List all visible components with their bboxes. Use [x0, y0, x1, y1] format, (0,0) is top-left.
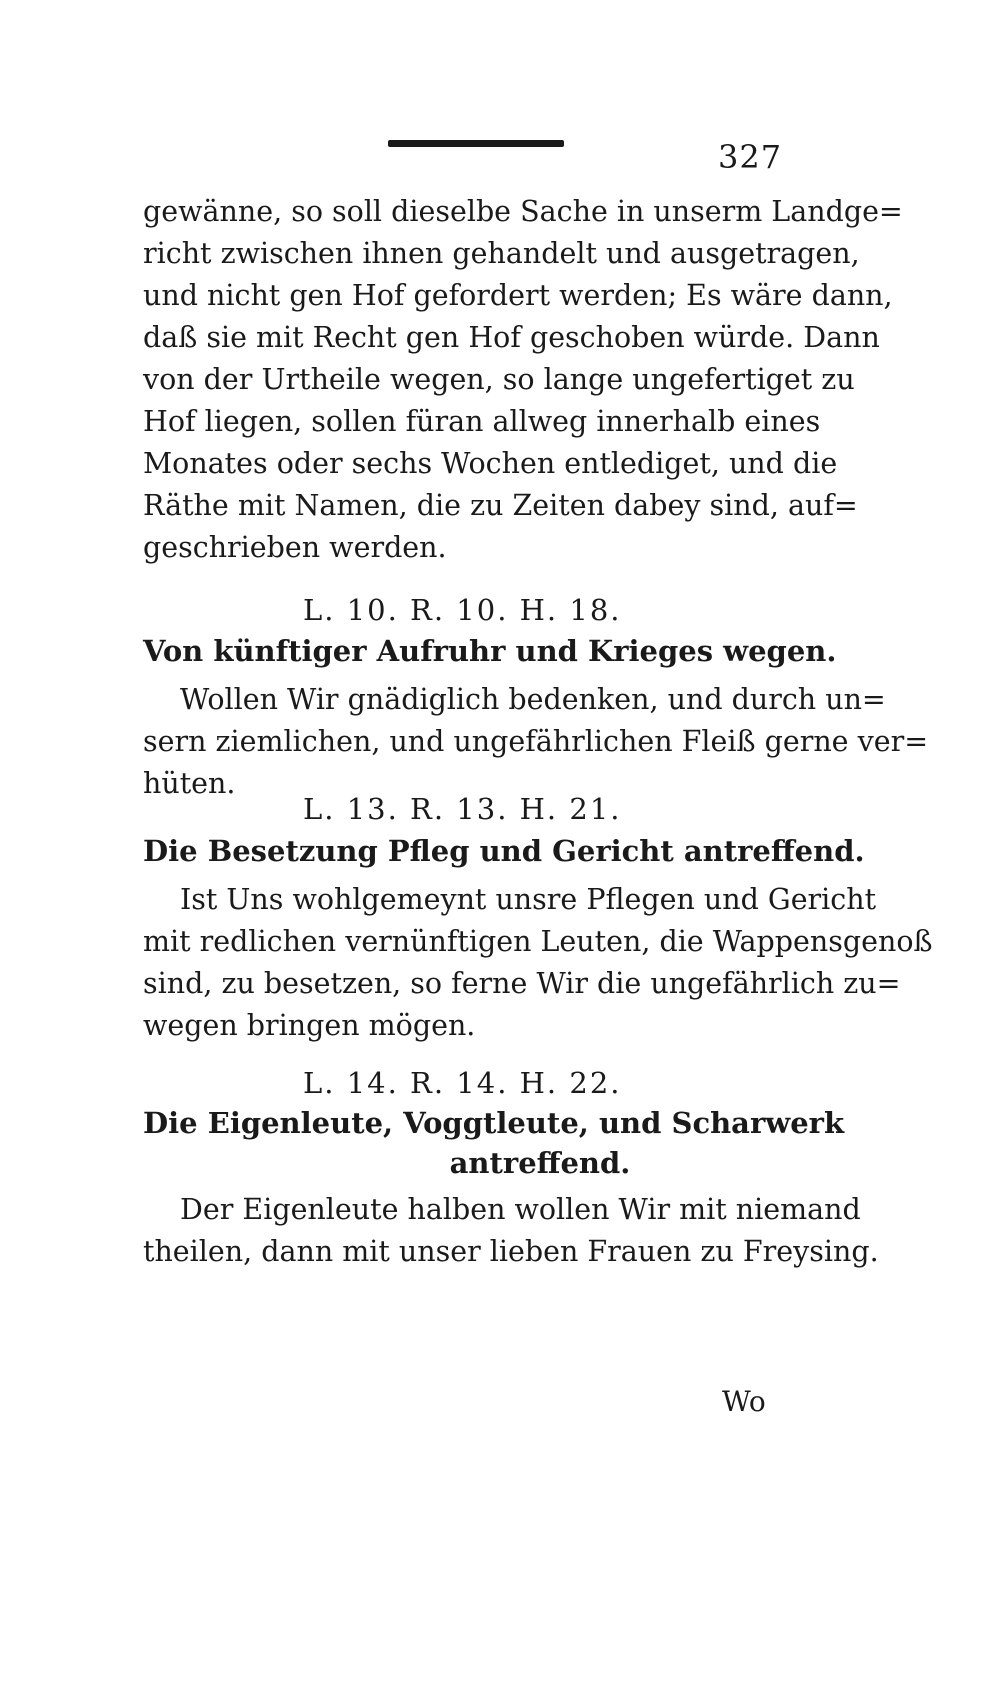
text-line: Der Eigenleute halben wollen Wir mit niemand [180, 1193, 861, 1226]
section-heading-continuation: antreffend. [449, 1146, 631, 1180]
text-line: Hof liegen, sollen füran allweg innerhalb eines [143, 405, 821, 438]
text-line: und nicht gen Hof gefordert werden; Es wäre dann, [143, 279, 893, 312]
section-heading: Die Besetzung Pfleg und Gericht antreffend. [143, 834, 865, 868]
text-line: sern ziemlichen, und ungefährlichen Fleiß gerne ver= [143, 725, 929, 758]
text-line: sind, zu besetzen, so ferne Wir die ungefährlich zu= [143, 967, 901, 1000]
text-line: mit redlichen vernünftigen Leuten, die Wappensgenoß [143, 925, 933, 958]
text-line: daß sie mit Recht gen Hof geschoben würde. Dann [143, 321, 880, 354]
section-reference: L. 10. R. 10. H. 18. [303, 593, 622, 627]
text-line: Monates oder sechs Wochen entlediget, und die [143, 447, 838, 480]
text-line: theilen, dann mit unser lieben Frauen zu Freysing. [143, 1235, 879, 1268]
text-line: Räthe mit Namen, die zu Zeiten dabey sind, auf= [143, 489, 858, 522]
text-line: richt zwischen ihnen gehandelt und ausgetragen, [143, 237, 860, 270]
catchword: Wo [722, 1385, 766, 1418]
page-number: 327 [718, 138, 783, 176]
text-line: wegen bringen mögen. [143, 1009, 476, 1042]
text-line: geschrieben werden. [143, 531, 447, 564]
text-line: Ist Uns wohlgemeynt unsre Pflegen und Gericht [180, 883, 877, 916]
section-heading: Die Eigenleute, Voggtleute, und Scharwerk [143, 1106, 845, 1140]
text-line: von der Urtheile wegen, so lange ungefertiget zu [143, 363, 855, 396]
section-heading: Von künftiger Aufruhr und Krieges wegen. [143, 634, 837, 668]
text-line: Wollen Wir gnädiglich bedenken, und durch un= [180, 683, 886, 716]
text-line: hüten. [143, 767, 236, 800]
section-reference: L. 13. R. 13. H. 21. [303, 792, 622, 826]
text-line: gewänne, so soll dieselbe Sache in unserm Landge= [143, 195, 903, 228]
header-rule [388, 140, 564, 147]
section-reference: L. 14. R. 14. H. 22. [303, 1066, 622, 1100]
